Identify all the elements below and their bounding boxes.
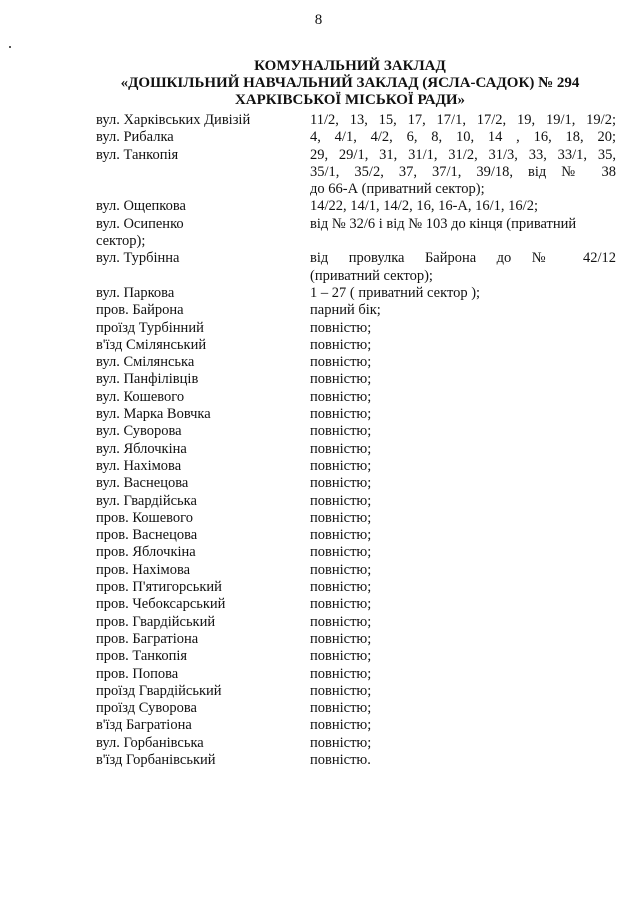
list-item: [96, 666, 616, 683]
list-item: [96, 596, 616, 613]
coverage-line: парний бік;: [310, 302, 381, 319]
header-line-1: КОМУНАЛЬНИЙ ЗАКЛАД: [254, 58, 446, 74]
coverage-text: [310, 631, 616, 648]
list-item: [96, 510, 616, 527]
coverage-line: повністю;: [310, 613, 372, 630]
coverage-text: [310, 302, 616, 319]
coverage-text: [310, 683, 616, 700]
coverage-text: [310, 717, 616, 734]
header-line-3: ХАРКІВСЬКОЇ МІСЬКОЇ РАДИ»: [234, 92, 466, 108]
coverage-text: [310, 666, 616, 683]
street-name: вул. Харківських Дивізій: [96, 112, 251, 128]
list-item: [96, 423, 616, 440]
page-number: 8: [314, 12, 323, 28]
street-name: вул. Васнецова: [96, 475, 189, 492]
list-item: [96, 683, 616, 700]
list-item: [96, 527, 616, 544]
coverage-line: повністю;: [310, 665, 372, 682]
coverage-line: (приватний сектор);: [310, 267, 433, 284]
street-name: вул. Панфілівців: [96, 371, 199, 388]
coverage-text: [310, 371, 616, 388]
coverage-text: [310, 544, 616, 561]
street-name: вул. Яблочкіна: [96, 440, 187, 457]
coverage-line: повністю;: [310, 406, 372, 423]
coverage-line: від провулка Байрона до № 42/12: [310, 250, 616, 267]
coverage-text: [310, 562, 616, 579]
coverage-text: [310, 527, 616, 544]
street-name: проїзд Турбінний: [96, 319, 204, 336]
coverage-text: [310, 320, 616, 337]
street-name: вул. Нахімова: [96, 457, 182, 474]
street-name: вул. Танкопія: [96, 146, 179, 163]
coverage-line: повністю;: [310, 527, 372, 544]
street-name: вул. Турбінна: [96, 250, 180, 267]
list-item: [96, 717, 616, 734]
coverage-line: повністю.: [310, 751, 371, 768]
coverage-line: повністю;: [310, 336, 372, 353]
list-item: [96, 216, 616, 251]
coverage-line: повністю;: [310, 388, 372, 405]
street-name: пров. Яблочкіна: [96, 544, 196, 561]
list-item: [96, 579, 616, 596]
street-name: пров. Гвардійський: [96, 613, 216, 630]
coverage-line: 29, 29/1, 31, 31/1, 31/2, 31/3, 33, 33/1, 35,: [310, 146, 616, 163]
coverage-text: [310, 112, 616, 129]
coverage-line: повністю;: [310, 440, 372, 457]
coverage-line: 11/2, 13, 15, 17, 17/1, 17/2, 19, 19/1, 19/2;: [310, 112, 616, 128]
street-list: [96, 112, 616, 769]
street-name: пров. Багратіона: [96, 630, 199, 647]
street-name: вул. Горбанівська: [96, 734, 204, 751]
coverage-line: повністю;: [310, 700, 372, 717]
coverage-line: повністю;: [310, 354, 372, 371]
street-name: пров. Байрона: [96, 302, 184, 319]
list-item: [96, 389, 616, 406]
list-item: [96, 700, 616, 717]
street-name: пров. Танкопія: [96, 648, 188, 665]
coverage-text: [310, 147, 616, 199]
coverage-line: від № 32/6 і від № 103 до кінця (приватний: [310, 215, 577, 232]
coverage-line: повністю;: [310, 544, 372, 561]
coverage-line: повністю;: [310, 561, 372, 578]
street-name: в'їзд Багратіона: [96, 717, 192, 734]
coverage-line: повністю;: [310, 648, 372, 665]
coverage-line: до 66-А (приватний сектор);: [310, 181, 485, 198]
street-name: пров. Попова: [96, 665, 179, 682]
coverage-text: [310, 735, 616, 752]
list-item: [96, 631, 616, 648]
street-name: вул. Ощепкова: [96, 198, 186, 215]
street-name: пров. Васнецова: [96, 527, 198, 544]
coverage-line: повністю;: [310, 423, 372, 440]
document-header: [60, 58, 637, 109]
scan-speck: [9, 46, 11, 48]
coverage-text: [310, 354, 616, 371]
coverage-text: [310, 406, 616, 423]
coverage-line: повністю;: [310, 717, 372, 734]
coverage-line: повністю;: [310, 371, 372, 388]
list-item: [96, 752, 616, 769]
coverage-line: повністю;: [310, 682, 372, 699]
street-name: проїзд Гвардійський: [96, 682, 222, 699]
coverage-text: [310, 423, 616, 440]
list-item: [96, 198, 616, 215]
coverage-text: [310, 579, 616, 596]
coverage-line: 1 – 27 ( приватний сектор );: [310, 284, 481, 301]
coverage-line: повністю;: [310, 579, 372, 596]
street-name: вул. Гвардійська: [96, 492, 197, 509]
coverage-text: [310, 389, 616, 406]
coverage-text: [310, 285, 616, 302]
coverage-text: [310, 493, 616, 510]
list-item: [96, 285, 616, 302]
street-name: вул. Смілянська: [96, 354, 195, 371]
coverage-text: [310, 475, 616, 492]
street-name: вул. Паркова: [96, 284, 175, 301]
list-item: [96, 614, 616, 631]
street-name: пров. Нахімова: [96, 561, 191, 578]
street-name: вул. Осипенко: [96, 215, 184, 232]
street-name: вул. Рибалка: [96, 129, 174, 146]
street-name: вул. Марка Вовчка: [96, 406, 211, 423]
coverage-line: 4, 4/1, 4/2, 6, 8, 10, 14 , 16, 18, 20;: [310, 129, 616, 146]
coverage-text: [310, 441, 616, 458]
list-item: [96, 441, 616, 458]
coverage-text: [310, 510, 616, 527]
street-name: в'їзд Горбанівський: [96, 751, 216, 768]
street-name: в'їзд Смілянський: [96, 336, 207, 353]
street-name: вул. Кошевого: [96, 388, 185, 405]
list-item: [96, 493, 616, 510]
list-item: [96, 648, 616, 665]
coverage-text: [310, 337, 616, 354]
street-name: пров. Кошевого: [96, 509, 193, 526]
coverage-continuation: сектор);: [96, 233, 146, 250]
coverage-text: [310, 648, 616, 665]
list-item: [96, 302, 616, 319]
list-item: [96, 337, 616, 354]
list-item: [96, 129, 616, 146]
coverage-text: [310, 614, 616, 631]
list-item: [96, 320, 616, 337]
coverage-line: повністю;: [310, 596, 372, 613]
coverage-line: повністю;: [310, 319, 372, 336]
coverage-line: повністю;: [310, 509, 372, 526]
street-name: вул. Суворова: [96, 423, 182, 440]
list-item: [96, 458, 616, 475]
coverage-line: повністю;: [310, 475, 372, 492]
header-line-2: «ДОШКІЛЬНИЙ НАВЧАЛЬНИЙ ЗАКЛАД (ЯСЛА-САДОК) № 294: [120, 75, 580, 91]
coverage-text: [310, 250, 616, 285]
list-item: [96, 475, 616, 492]
list-item: [96, 354, 616, 371]
coverage-line: повністю;: [310, 630, 372, 647]
coverage-text: [310, 700, 616, 717]
list-item: [96, 250, 616, 285]
street-name: пров. Чебоксарський: [96, 596, 226, 613]
coverage-line: 35/1, 35/2, 37, 37/1, 39/18, від № 38: [310, 163, 616, 180]
coverage-line: повністю;: [310, 734, 372, 751]
coverage-line: 14/22, 14/1, 14/2, 16, 16-А, 16/1, 16/2;: [310, 198, 538, 215]
list-item: [96, 406, 616, 423]
coverage-text: [310, 129, 616, 146]
coverage-text: [310, 198, 616, 215]
coverage-line: повністю;: [310, 457, 372, 474]
coverage-text: [310, 458, 616, 475]
coverage-text: [310, 596, 616, 613]
coverage-line: повністю;: [310, 492, 372, 509]
street-name: пров. П'ятигорський: [96, 579, 222, 596]
list-item: [96, 562, 616, 579]
list-item: [96, 147, 616, 199]
list-item: [96, 112, 616, 129]
coverage-text: [310, 752, 616, 769]
list-item: [96, 735, 616, 752]
list-item: [96, 544, 616, 561]
list-item: [96, 371, 616, 388]
street-name: проїзд Суворова: [96, 700, 197, 717]
coverage-text: [310, 216, 616, 233]
